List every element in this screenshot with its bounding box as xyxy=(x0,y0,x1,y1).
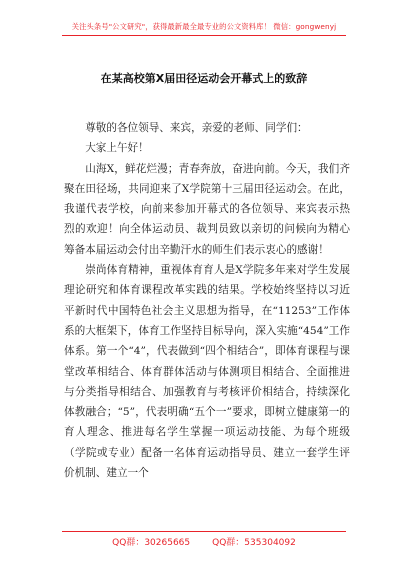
greeting-paragraph: 大家上午好！ xyxy=(85,142,149,155)
footer xyxy=(0,535,408,548)
header-banner: 关注头条号"公文研究"，获得最新最全最专业的公文资料库！ 微信：gongwenyj xyxy=(71,22,337,31)
footer-qq-left: QQ群：30265665 xyxy=(112,538,191,548)
salutation-paragraph: 尊敬的各位领导、来宾，亲爱的老师、同学们： xyxy=(85,122,308,134)
footer-divider xyxy=(62,531,346,532)
header-divider xyxy=(62,35,346,36)
body-paragraph: 山海X，鲜花烂漫；青春奔放，奋进向前。今天，我们齐聚在田径场，共同迎来了X学院第十三届田径运动会。在此，我谨代表学校，向前来参加开幕式的各位领导、来宾表示热烈的欢迎！向全体运动员、裁判员致以亲切的问候向为精心筹备本届运动会付出辛勤汗水的师生们表示衷心的感谢！ xyxy=(64,162,350,256)
body-paragraph: 崇尚体育精神，重视体育育人是X学院多年来对学生发展理论研究和体育课程改革实践的结果。学校始终坚持以习近平新时代中国特色社会主义思想为指导，在“11253”工作体系的大框架下，体育工作坚持目标导向，深入实施“454”工作体系。第一个“4”，代表做到“四个相结合”，即体育课程与课堂改革相结合、体育群体活动与体测项目相结合、全面推进与分类指导相结合、加强教育与考核评价相结合，持续深化体教融合；“5”，代表明确“五个一”要求，即树立健康第一的育人理念、推进每名学生掌握一项运动技能、为每个班级（学院或专业）配备一名体育运动指导员、建立一套学生评价机制、建立一个 xyxy=(64,264,350,480)
document-body xyxy=(64,118,350,483)
footer-qq-right: QQ群：535304092 xyxy=(212,538,296,548)
document-title: 在某高校第X届田径运动会开幕式上的致辞 xyxy=(100,72,308,85)
